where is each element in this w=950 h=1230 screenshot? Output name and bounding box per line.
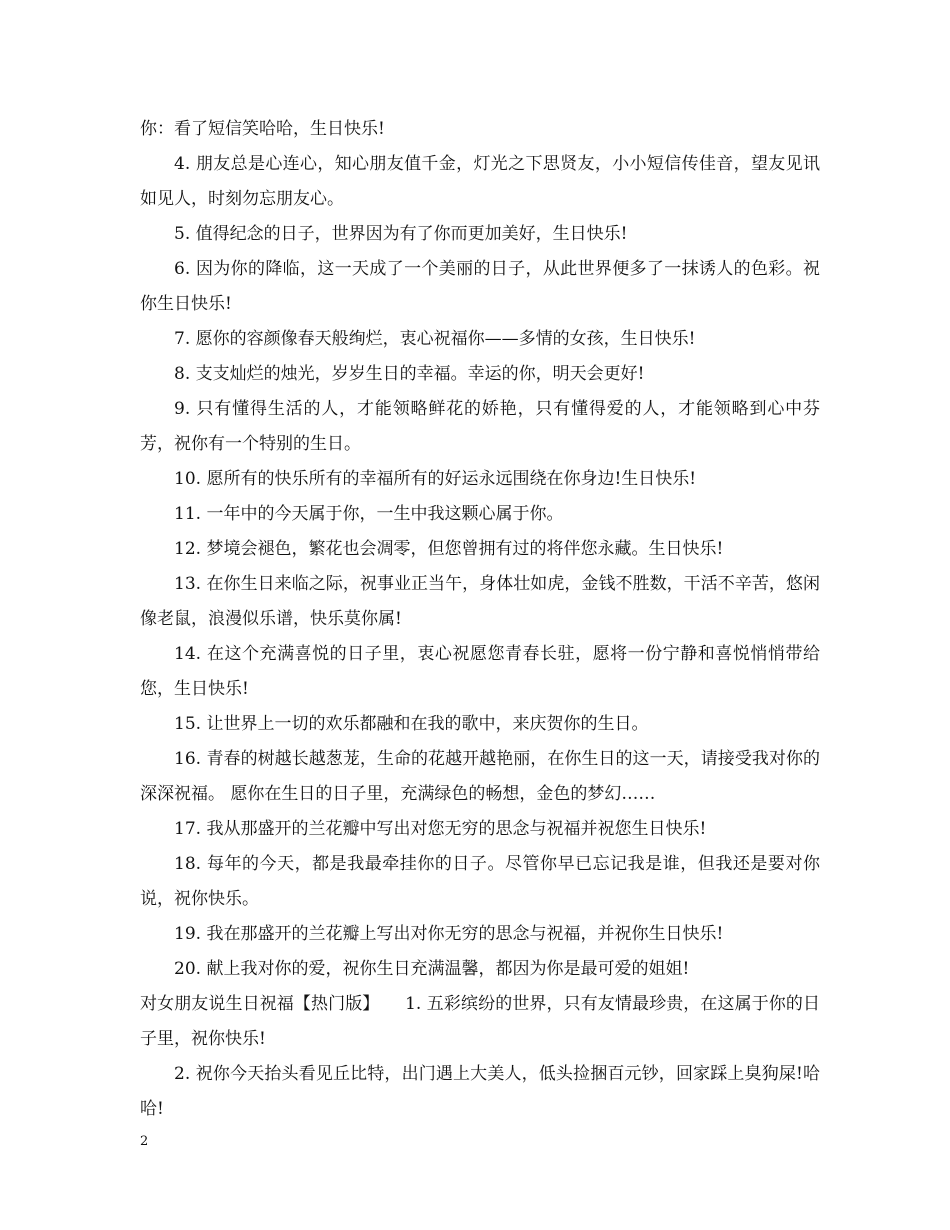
wish-6: 6. 因为你的降临，这一天成了一个美丽的日子，从此世界便多了一抹诱人的色彩。祝你生日快乐! (140, 259, 820, 314)
wish-4: 4. 朋友总是心连心，知心朋友值千金，灯光之下思贤友，小小短信传佳音，望友见讯如见人，时刻勿忘朋友心。 (140, 154, 820, 209)
wish-17: 17. 我从那盛开的兰花瓣中写出对您无穷的思念与祝福并祝您生日快乐! (174, 819, 707, 839)
section-heading-with-wish-1: 对女朋友说生日祝福【热门版】 1. 五彩缤纷的世界，只有友情最珍贵，在这属于你的日子里，祝你快乐! (140, 994, 820, 1049)
wish-2: 2. 祝你今天抬头看见丘比特，出门遇上大美人，低头捡捆百元钞，回家踩上臭狗屎!哈哈! (140, 1064, 820, 1119)
page-number: 2 (140, 1134, 149, 1149)
wish-11: 11. 一年中的今天属于你，一生中我这颗心属于你。 (174, 504, 564, 524)
document-body (140, 112, 820, 1127)
wish-19: 19. 我在那盛开的兰花瓣上写出对你无穷的思念与祝福，并祝你生日快乐! (174, 924, 724, 944)
wish-15: 15. 让世界上一切的欢乐都融和在我的歌中，来庆贺你的生日。 (174, 714, 649, 734)
wish-20: 20. 献上我对你的爱，祝你生日充满温馨，都因为你是最可爱的姐姐! (174, 959, 690, 979)
wish-14: 14. 在这个充满喜悦的日子里，衷心祝愿您青春长驻，愿将一份宁静和喜悦悄悄带给您，生日快乐! (140, 644, 820, 699)
wish-7: 7. 愿你的容颜像春天般绚烂，衷心祝福你——多情的女孩，生日快乐! (174, 329, 696, 349)
paragraph-continuation: 你：看了短信笑哈哈，生日快乐! (140, 119, 385, 139)
wish-18: 18. 每年的今天，都是我最牵挂你的日子。尽管你早已忘记我是谁，但我还是要对你说，祝你快乐。 (140, 854, 820, 909)
wish-5: 5. 值得纪念的日子，世界因为有了你而更加美好，生日快乐! (174, 224, 628, 244)
wish-16: 16. 青春的树越长越葱茏，生命的花越开越艳丽，在你生日的这一天，请接受我对你的深深祝福。 愿你在生日的日子里，充满绿色的畅想，金色的梦幻…… (140, 749, 820, 804)
wish-12: 12. 梦境会褪色，繁花也会凋零，但您曾拥有过的将伴您永藏。生日快乐! (174, 539, 724, 559)
wish-13: 13. 在你生日来临之际，祝事业正当午，身体壮如虎，金钱不胜数，干活不辛苦，悠闲像老鼠，浪漫似乐谱，快乐莫你属! (140, 574, 820, 629)
wish-8: 8. 支支灿烂的烛光，岁岁生日的幸福。幸运的你，明天会更好! (174, 364, 645, 384)
wish-9: 9. 只有懂得生活的人，才能领略鲜花的娇艳，只有懂得爱的人，才能领略到心中芬芳，祝你有一个特别的生日。 (140, 399, 820, 454)
wish-10: 10. 愿所有的快乐所有的幸福所有的好运永远围绕在你身边!生日快乐! (174, 469, 697, 489)
